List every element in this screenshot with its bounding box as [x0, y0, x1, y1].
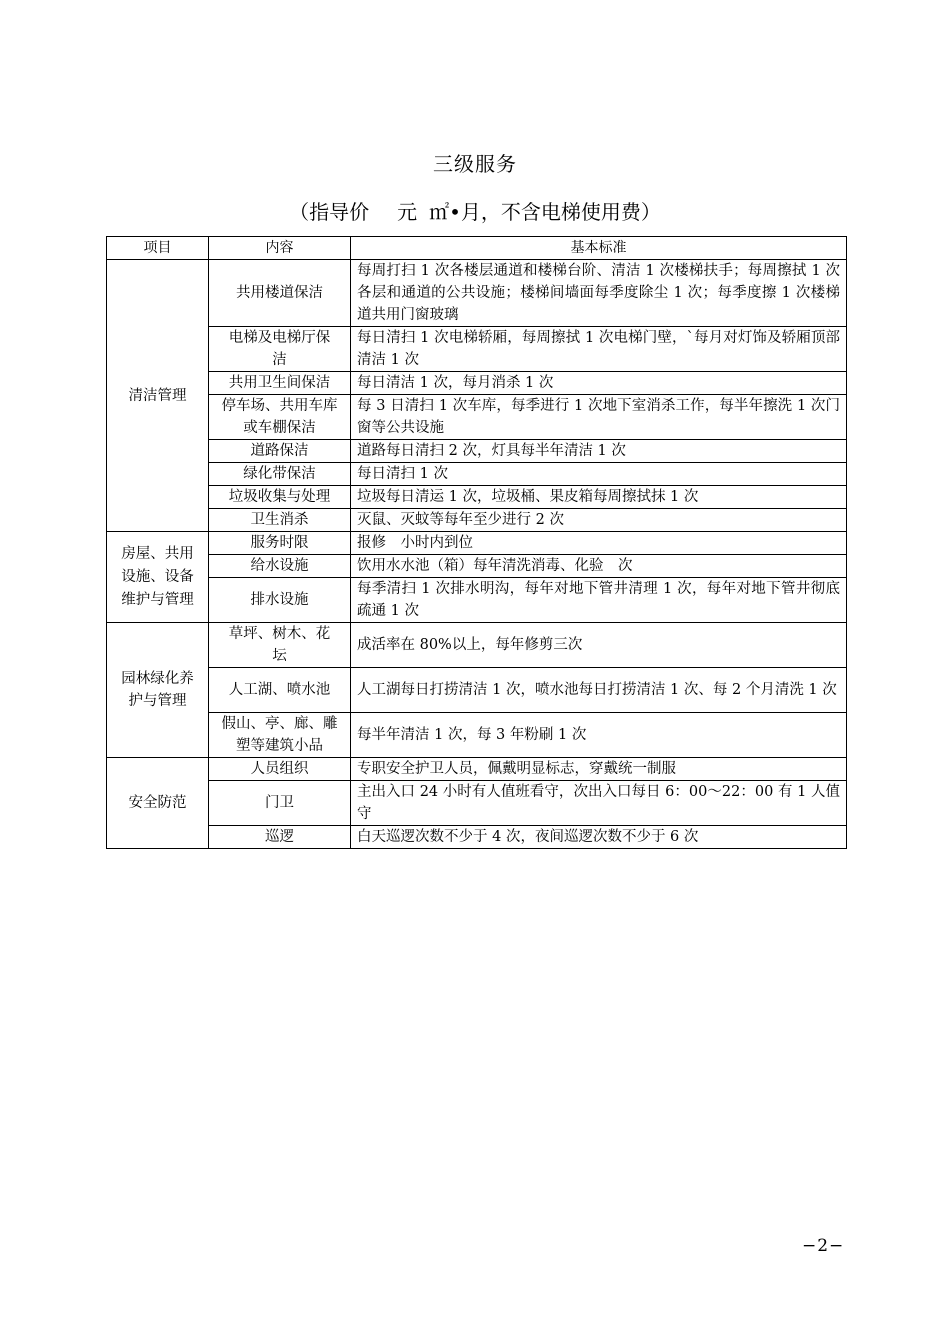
- item-cell: 卫生消杀: [209, 509, 351, 532]
- item-cell: 假山、亭、廊、雕塑等建筑小品: [209, 713, 351, 758]
- item-cell: 共用卫生间保洁: [209, 372, 351, 395]
- table-row: [107, 486, 847, 509]
- standard-cell: 每日清洁 1 次，每月消杀 1 次: [351, 372, 847, 395]
- item-cell: 巡逻: [209, 826, 351, 849]
- table-row: [107, 826, 847, 849]
- header-content: 内容: [209, 237, 351, 260]
- table-header-row: [107, 237, 847, 260]
- standard-cell: 白天巡逻次数不少于 4 次，夜间巡逻次数不少于 6 次: [351, 826, 847, 849]
- item-cell: 排水设施: [209, 578, 351, 623]
- standard-cell: 每季清扫 1 次排水明沟，每年对地下管井清理 1 次，每年对地下管井彻底疏通 1 次: [351, 578, 847, 623]
- item-cell: 共用楼道保洁: [209, 260, 351, 327]
- table-row: [107, 758, 847, 781]
- price-subtitle: [0, 196, 950, 225]
- subtitle-unit: 元: [397, 200, 418, 224]
- table-row: [107, 555, 847, 578]
- item-cell: 门卫: [209, 781, 351, 826]
- table-row: [107, 668, 847, 713]
- table-row: [107, 623, 847, 668]
- service-standard-table: [106, 236, 847, 849]
- standard-cell: 报修 小时内到位: [351, 532, 847, 555]
- item-cell: 给水设施: [209, 555, 351, 578]
- table-row: [107, 463, 847, 486]
- table-row: [107, 578, 847, 623]
- standard-cell: 每周打扫 1 次各楼层通道和楼梯台阶、清洁 1 次楼梯扶手；每周擦拭 1 次各层和通道的公共设施；楼梯间墙面每季度除尘 1 次；每季度擦 1 次楼梯道共用门窗玻璃: [351, 260, 847, 327]
- header-standard: 基本标准: [351, 237, 847, 260]
- standard-cell: 成活率在 80%以上，每年修剪三次: [351, 623, 847, 668]
- table-row: [107, 713, 847, 758]
- standard-cell: 主出入口 24 小时有人值班看守，次出入口每日 6：00～22：00 有 1 人值守: [351, 781, 847, 826]
- item-cell: 人员组织: [209, 758, 351, 781]
- page-title: 三级服务: [433, 152, 517, 176]
- subtitle-area: ㎡•月，不含电梯使用费）: [429, 200, 661, 224]
- standard-cell: 垃圾每日清运 1 次，垃圾桶、果皮箱每周擦拭抹 1 次: [351, 486, 847, 509]
- standard-cell: 专职安全护卫人员，佩戴明显标志，穿戴统一制服: [351, 758, 847, 781]
- table-row: [107, 532, 847, 555]
- item-cell: 服务时限: [209, 532, 351, 555]
- item-cell: 草坪、树木、花坛: [209, 623, 351, 668]
- table-row: [107, 372, 847, 395]
- category-cell: 安全防范: [107, 758, 209, 849]
- header-project: 项目: [107, 237, 209, 260]
- page-number: −2−: [802, 1236, 845, 1256]
- category-cell: 清洁管理: [107, 260, 209, 532]
- item-cell: 垃圾收集与处理: [209, 486, 351, 509]
- item-cell: 停车场、共用车库或车棚保洁: [209, 395, 351, 440]
- table-row: [107, 260, 847, 327]
- standard-cell: 饮用水水池（箱）每年清洗消毒、化验 次: [351, 555, 847, 578]
- item-cell: 绿化带保洁: [209, 463, 351, 486]
- standard-cell: 每半年清洁 1 次，每 3 年粉刷 1 次: [351, 713, 847, 758]
- subtitle-prefix: （指导价: [289, 200, 370, 224]
- item-cell: 人工湖、喷水池: [209, 668, 351, 713]
- standard-cell: 每日清扫 1 次: [351, 463, 847, 486]
- table-row: [107, 327, 847, 372]
- standard-cell: 每日清扫 1 次电梯轿厢，每周擦拭 1 次电梯门壁，`每月对灯饰及轿厢顶部清洁 1 次: [351, 327, 847, 372]
- table-row: [107, 440, 847, 463]
- standard-cell: 人工湖每日打捞清洁 1 次，喷水池每日打捞清洁 1 次、每 2 个月清洗 1 次: [351, 668, 847, 713]
- standard-cell: 每 3 日清扫 1 次车库，每季进行 1 次地下室消杀工作，每半年擦洗 1 次门窗等公共设施: [351, 395, 847, 440]
- standard-cell: 灭鼠、灭蚊等每年至少进行 2 次: [351, 509, 847, 532]
- table-row: [107, 781, 847, 826]
- item-cell: 道路保洁: [209, 440, 351, 463]
- standard-cell: 道路每日清扫 2 次，灯具每半年清洁 1 次: [351, 440, 847, 463]
- item-cell: 电梯及电梯厅保洁: [209, 327, 351, 372]
- table-row: [107, 395, 847, 440]
- category-cell: 园林绿化养护与管理: [107, 623, 209, 758]
- category-cell: 房屋、共用设施、设备维护与管理: [107, 532, 209, 623]
- table-row: [107, 509, 847, 532]
